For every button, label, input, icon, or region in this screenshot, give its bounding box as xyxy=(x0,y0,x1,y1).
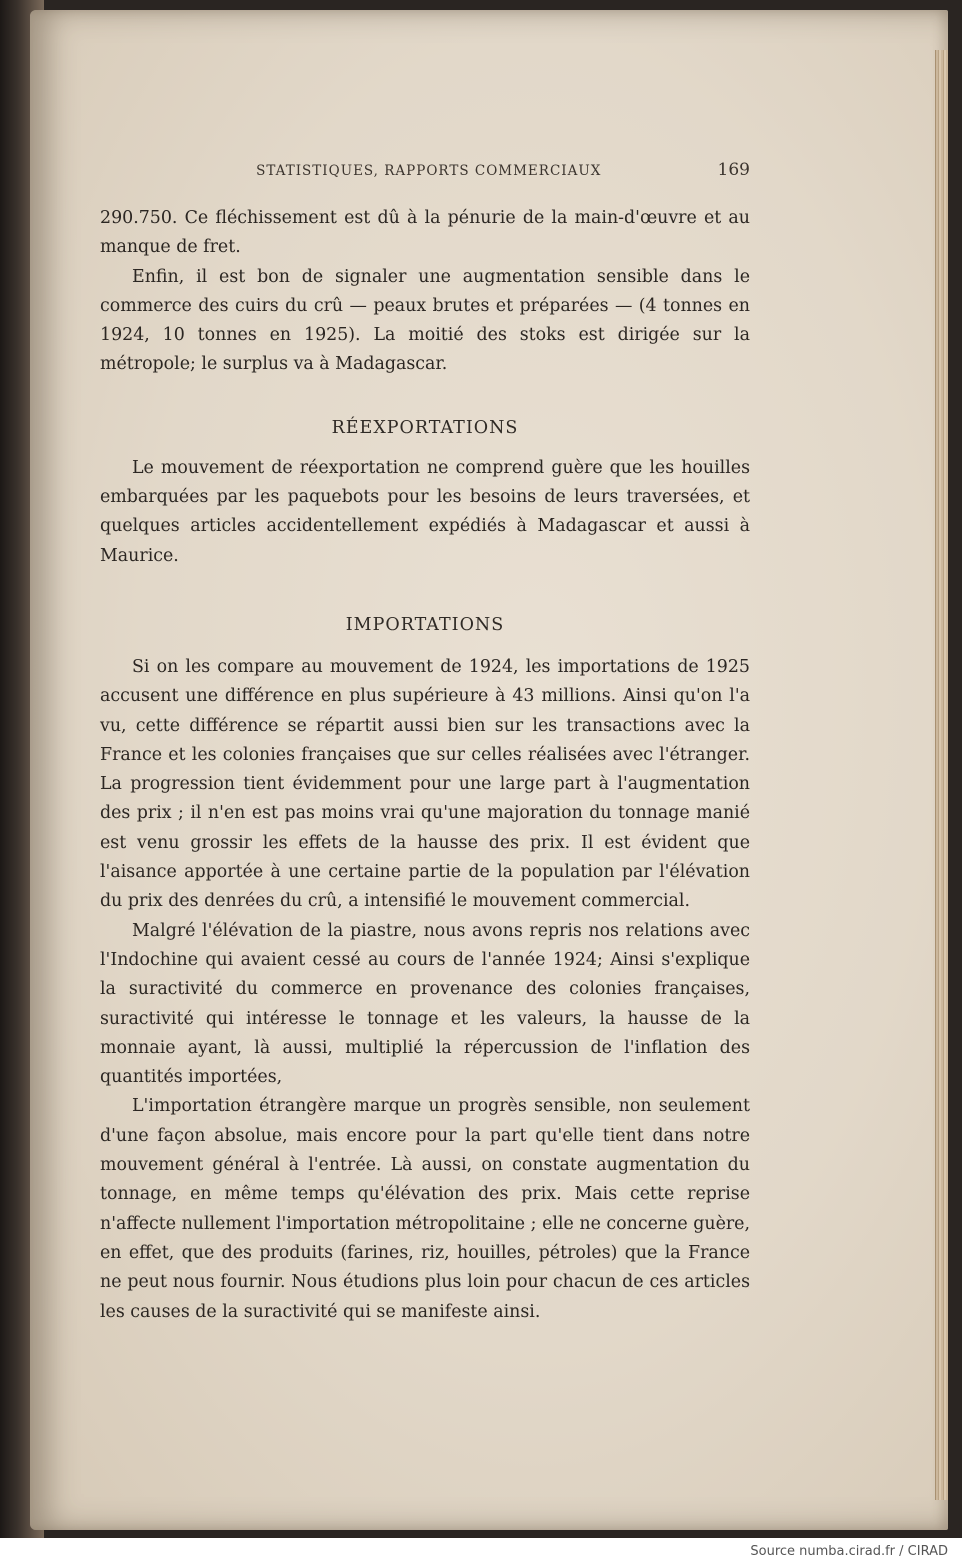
paragraph-continued: 290.750. Ce fléchissement est dû à la pénurie de la main-d'œuvre et au manque de fret. xyxy=(100,208,750,258)
section-heading-importations: IMPORTATIONS xyxy=(345,614,505,635)
page-number: 169 xyxy=(717,160,750,180)
running-header xyxy=(100,160,750,180)
source-footer xyxy=(0,1538,962,1566)
page-edges xyxy=(935,50,948,1500)
running-title: STATISTIQUES, RAPPORTS COMMERCIAUX xyxy=(256,163,602,179)
section-heading-reexportations: RÉEXPORTATIONS xyxy=(331,417,519,438)
paragraph-import-1: Si on les compare au mouvement de 1924, les importations de 1925 accusent une différence en plus supérieure à 43 millions. Ainsi qu'on l'a vu, cette différence se répartit aussi bien sur les transactions avec la France et les colonies françaises que sur celles réalisées avec l'étranger. La progression tient évidemment pour une large part à l'augmentation des prix ; il n'en est pas moins vrai qu'une majoration du tonnage manié est venu grossir les effets de la hausse des prix. Il est évident que l'aisance apportée à une certaine partie de la population par l'élévation du prix des denrées du crû, a intensifié le mouvement commercial. xyxy=(100,656,750,912)
paragraph-import-2: Malgré l'élévation de la piastre, nous avons repris nos relations avec l'Indochine qui avaient cessé au cours de l'année 1924; Ainsi s'explique la suractivité du commerce en provenance des colonies françaises, suractivité qui intéresse le tonnage et les valeurs, la hausse de la monnaie ayant, là aussi, multiplié la répercussion de l'inflation des quantités importées, xyxy=(100,920,750,1088)
source-credit: Source numba.cirad.fr / CIRAD xyxy=(750,1544,948,1559)
paragraph-cuirs: Enfin, il est bon de signaler une augmentation sensible dans le commerce des cuirs du crû — peaux brutes et préparées — (4 tonnes en 1924, 10 tonnes en 1925). La moitié des stoks est dirigée sur la métropole; le surplus va à Madagascar. xyxy=(100,266,750,375)
paragraph-import-3: L'importation étrangère marque un progrès sensible, non seulement d'une façon absolue, mais encore pour la part qu'elle tient dans notre mouvement général à l'entrée. Là aussi, on constate augmentation du tonnage, en même temps qu'élévation des prix. Mais cette reprise n'affecte nullement l'importation métropolitaine ; elle ne concerne guère, en effet, que des produits (farines, riz, houilles, pétroles) que la France ne peut nous fournir. Nous étudions plus loin pour chacun de ces articles les causes de la suractivité qui se manifeste ainsi. xyxy=(100,1096,750,1322)
paragraph-reexportation: Le mouvement de réexportation ne comprend guère que les houilles embarquées par les paquebots pour les besoins de leurs traversées, et quelques articles accidentellement expédiés à Madagascar et aussi à Maurice. xyxy=(100,457,750,566)
page-content xyxy=(100,160,750,1327)
